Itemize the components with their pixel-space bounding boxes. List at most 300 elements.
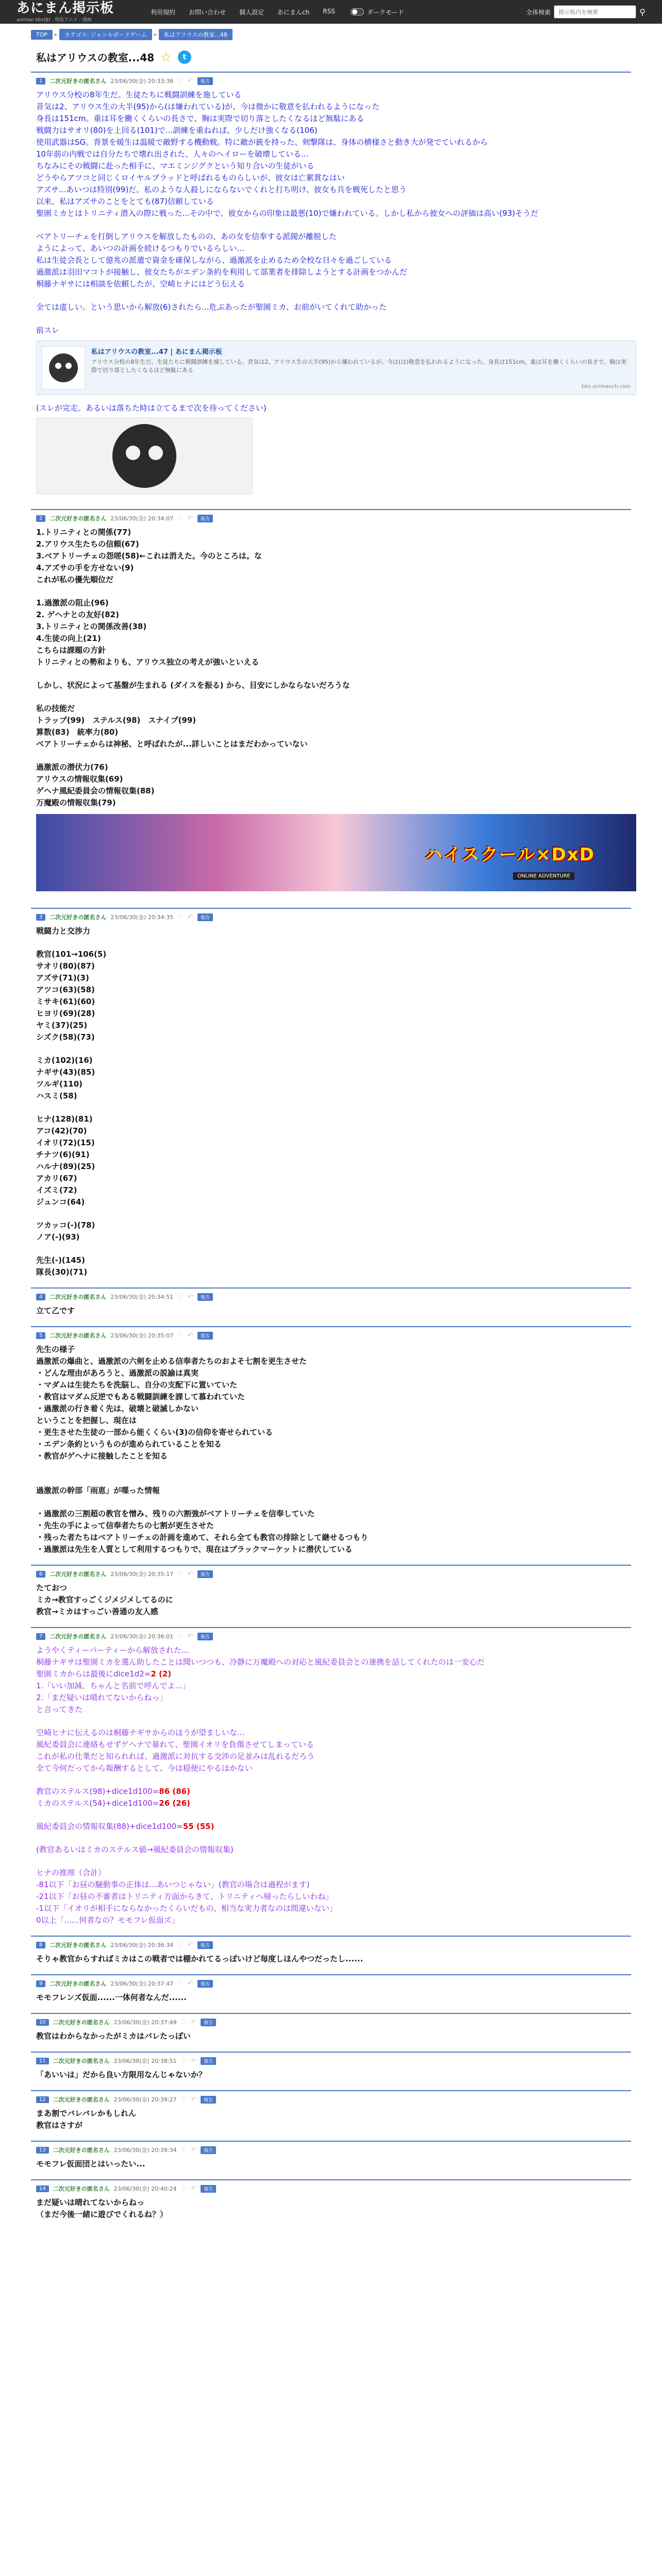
nav-rss[interactable]: RSS — [323, 7, 335, 15]
nav-contact[interactable]: お問い合わせ — [189, 8, 226, 16]
post-text: 1.「いい加減、ちゃんと名前で呼んでよ...」 — [36, 1681, 190, 1690]
post-number[interactable]: 7 — [36, 1633, 45, 1640]
post-text: 4.アズサの手を方せない(9) — [36, 563, 134, 572]
post-text-line — [36, 2120, 626, 2131]
thread-main — [0, 44, 662, 2230]
post-number[interactable]: 3 — [36, 914, 45, 921]
search-area — [526, 5, 646, 19]
post-number[interactable]: 9 — [36, 1980, 45, 1987]
post-body — [36, 2030, 626, 2042]
post-text: モモフレンズ仮面......一体何者なんだ...... — [36, 1993, 187, 2002]
post-text-line — [36, 656, 626, 668]
post-text: 2. ゲヘナとの友好(82) — [36, 610, 119, 619]
post-text: ベアトリーチェを打倒しアリウスを解放したものの、あの女を信奉する派閥が離脱した — [36, 232, 337, 241]
post-text-line — [36, 196, 626, 208]
post — [31, 908, 631, 1287]
post-date: 23/06/30(金) 20:33:36 — [110, 78, 174, 84]
post-body — [36, 2069, 626, 2081]
nav-animanch[interactable]: あにまんch — [277, 8, 310, 16]
post-text: まあ割でバレバレかもしれん — [36, 2109, 136, 2118]
reply-icon[interactable]: ↶ — [187, 1632, 193, 1640]
post-text-line — [36, 1680, 626, 1692]
post-text-line — [36, 1606, 626, 1618]
post-number[interactable]: 13 — [36, 2147, 49, 2154]
line-gap — [36, 691, 626, 703]
post-text: ベアトリーチェからは神秘、と呼ばれたが...詳しいことはまだわかっていない — [36, 739, 308, 749]
post-text: 風紀委員会の情報収集(88)+dice1d100= — [36, 1822, 183, 1831]
post — [31, 1627, 631, 1936]
post-text-line — [36, 550, 626, 562]
post-text: 聖園ミカとはトリニティ潜入の際に戦った...その中で、彼女からの印象は最悪(10)で嫌われている。しかし私から彼女への評価は高い(93)そうだ — [36, 209, 539, 218]
post-text-line — [36, 948, 626, 960]
reply-icon[interactable]: ↶ — [187, 1331, 193, 1340]
post-text: 3.ベアトリーチェの怨嗟(58)←これは消えた。今のところは。な — [36, 551, 262, 561]
report-button[interactable]: 報告 — [201, 2057, 216, 2065]
heart-icon[interactable]: ♡ — [180, 2018, 187, 2026]
heart-icon[interactable]: ♡ — [180, 2057, 187, 2065]
post-text: アツコ(63)(58) — [36, 985, 95, 994]
post-text: アリウス分校の8年生だ。生徒たちに戦闘訓練を施している — [36, 90, 242, 99]
link-card[interactable] — [36, 341, 636, 395]
report-button[interactable]: 報告 — [197, 1332, 213, 1340]
post-author: 二次元好きの匿名さん — [53, 2147, 110, 2154]
post-text-line — [36, 243, 626, 255]
post-text: ・マダムは生徒たちを洗脳し、自分の支配下に置いていた — [36, 1380, 238, 1389]
report-button[interactable]: 報告 — [197, 1633, 213, 1640]
post-header — [36, 1570, 626, 1578]
heart-icon[interactable]: ♡ — [177, 1941, 184, 1949]
post-header — [36, 2018, 626, 2026]
post-text: ・過激派の三割超の教官を憎み、残りの六割強がベアトリーチェを信奉していた — [36, 1509, 315, 1518]
post-text: これが私の優先順位だ — [36, 575, 114, 584]
post-number[interactable]: 5 — [36, 1332, 45, 1339]
post-text: ・過激派は先生を人質として利用するつもりで、現在はブラックマーケットに潜伏している — [36, 1545, 353, 1554]
post-author: 二次元好きの匿名さん — [53, 2058, 110, 2064]
post — [31, 509, 631, 908]
post-date: 23/06/30(金) 20:37:47 — [110, 1980, 174, 1987]
heart-icon[interactable]: ♡ — [177, 514, 184, 522]
reply-icon[interactable]: ↶ — [191, 2184, 197, 2193]
post-text: しかし、状況によって基盤が生まれる (ダイスを振る) から、目安にしかならないだろうな — [36, 681, 350, 690]
post-text-line — [36, 125, 626, 137]
post-text-line — [36, 773, 626, 785]
post-text: ・どんな理由があろうと、過激派の説諭は真実 — [36, 1368, 199, 1378]
post-text: と言ってきた — [36, 1705, 83, 1714]
link-card-description: アリウス分校の8年生だ。生徒たちに戦闘訓練を施している。昔気は2、アリウス生の大半(95)から嫌われているが、今は(は)敬意を払われるようになった。身長は151cm。重は耳を働くくらいの長さで、胸は実際で切り落としたくなるほど無駄にある — [91, 359, 627, 374]
post-text: 1.トリニティとの関係(77) — [36, 528, 131, 537]
post-text-line — [36, 1219, 626, 1231]
post-text-line — [36, 1255, 626, 1266]
post-body — [36, 1305, 626, 1317]
post-text-line — [36, 1821, 626, 1833]
post-text-line — [36, 137, 626, 148]
post-text: ヒヨリ(69)(28) — [36, 1009, 95, 1018]
report-button[interactable]: 報告 — [197, 77, 213, 85]
post-text-line — [36, 633, 626, 645]
post-date: 23/06/30(金) 20:34:07 — [110, 515, 174, 522]
post-text-line — [36, 1953, 626, 1965]
post-header — [36, 1632, 626, 1640]
post-text: ということを把握し、現在は — [36, 1416, 137, 1425]
line-gap — [36, 1856, 626, 1867]
nav-terms[interactable]: 利用規約 — [151, 8, 176, 16]
line-gap — [36, 313, 626, 325]
reply-icon[interactable]: ↶ — [187, 913, 193, 921]
skull-logo-icon — [49, 353, 78, 382]
post-text: 先生の様子 — [36, 1345, 75, 1354]
post-text-line — [36, 1305, 626, 1317]
line-gap — [36, 1833, 626, 1844]
post-text: 教官のステルス(98)+dice1d100= — [36, 1787, 159, 1796]
post-text-line — [36, 1231, 626, 1243]
post-author: 二次元好きの匿名さん — [53, 2096, 110, 2103]
line-gap — [36, 219, 626, 231]
post-text-line — [36, 1125, 626, 1137]
post-text: 教官はさすが — [36, 2121, 83, 2130]
post-text-line — [36, 1520, 626, 1532]
post-text: 聖園ミカからは最後にdice1d2= — [36, 1669, 151, 1679]
report-button[interactable]: 報告 — [197, 515, 213, 522]
post-body — [36, 1992, 626, 2004]
post-date: 23/06/30(金) 20:39:27 — [113, 2096, 177, 2103]
heart-icon[interactable]: ♡ — [180, 2146, 187, 2154]
post-author: 二次元好きの匿名さん — [49, 914, 107, 921]
post-text: 過激派の幹部「雨恵」が喋った情報 — [36, 1486, 160, 1495]
site-logo[interactable] — [16, 2, 120, 23]
post-text-line — [36, 609, 626, 621]
post-text: 3.トリニティとの関係改善(38) — [36, 622, 147, 631]
post — [31, 1565, 631, 1627]
post-text-line — [36, 1727, 626, 1739]
post-text: (スレが完走。あるいは落ちた時は立てるまで次を待ってください) — [36, 403, 267, 413]
link-card-body — [91, 346, 631, 389]
post-text-line — [36, 1532, 626, 1544]
post-text: ・教官はマダム反逆でもある戦闘訓練を課して慕われていた — [36, 1392, 245, 1401]
post-date: 23/06/30(金) 20:36:01 — [110, 1633, 174, 1640]
heart-icon[interactable]: ♡ — [177, 1570, 184, 1578]
post-text-line — [36, 1055, 626, 1066]
reply-icon[interactable]: ↶ — [191, 2095, 197, 2104]
post-text: ツカッコ(-)(78) — [36, 1221, 95, 1230]
post — [31, 2141, 631, 2179]
line-gap — [36, 290, 626, 301]
post-text-line — [36, 562, 626, 574]
line-gap — [36, 1043, 626, 1055]
star-icon[interactable]: ☆ — [160, 49, 172, 64]
post-text: 前スレ — [36, 326, 60, 335]
report-button[interactable]: 報告 — [201, 2146, 216, 2154]
report-button[interactable]: 報告 — [201, 2096, 216, 2104]
post-text-line — [36, 703, 626, 715]
post-text-line — [36, 645, 626, 656]
post-text: イズミ(72) — [36, 1185, 77, 1195]
post-body — [36, 89, 631, 495]
post-text: ヒナの推理（合計） — [36, 1868, 106, 1877]
line-gap — [36, 1774, 626, 1786]
post-text-line — [36, 208, 626, 219]
post-text-line — [36, 184, 626, 196]
post — [31, 1974, 631, 2013]
post-text-line — [36, 1992, 626, 2004]
post-text-line — [36, 1692, 626, 1704]
post-text-line — [36, 1266, 626, 1278]
post-text-line — [36, 1879, 626, 1891]
heart-icon[interactable]: ♡ — [177, 913, 184, 921]
breadcrumb-thread[interactable]: 私はアリウスの教室...48 — [159, 29, 233, 40]
post-text: 以来、私はアズサのことをとても(87)信頼している — [36, 197, 214, 206]
breadcrumb-separator: ▸ — [154, 31, 157, 38]
link-card-url: bbs.animanch.com — [582, 384, 631, 389]
post-text: 私は生徒会長として億兆の派遣で資金を確保しながら、過激派を止めるため全校な日々を過ごしている — [36, 256, 392, 265]
thread-title-bar — [31, 44, 631, 72]
post-number[interactable]: 14 — [36, 2185, 49, 2192]
post-text: 戦闘力と交渉力 — [36, 926, 91, 936]
post-text: どうやらアツコと同じくロイヤルブラッドと呼ばれるものらしいが、彼女は亡累賞なはい — [36, 173, 345, 182]
main-nav — [151, 8, 335, 16]
report-button[interactable]: 報告 — [197, 1570, 213, 1578]
post-text: (教官あるいはミカのステルス値→風紀委員会の情報収集) — [36, 1845, 234, 1854]
post-text: ヤミ(37)(25) — [36, 1021, 88, 1030]
post-header — [36, 1331, 626, 1340]
heart-icon[interactable]: ♡ — [180, 2095, 187, 2104]
post-header — [36, 2184, 626, 2193]
heart-icon[interactable]: ♡ — [177, 1331, 184, 1340]
post-text-line — [36, 1196, 626, 1208]
post — [31, 2090, 631, 2141]
post-text: ゲヘナ風紀委員会の情報収集(88) — [36, 786, 155, 795]
post — [31, 1936, 631, 1974]
post-text-line — [36, 785, 626, 797]
post-image[interactable] — [36, 417, 253, 495]
line-gap — [36, 937, 626, 948]
post-text-line — [36, 1008, 626, 1020]
post-text-line — [36, 715, 626, 726]
post-text-line — [36, 1508, 626, 1520]
post-text-line — [36, 996, 626, 1008]
heart-icon[interactable]: ♡ — [180, 2184, 187, 2193]
post-author: 二次元好きの匿名さん — [49, 1571, 107, 1578]
report-button[interactable]: 報告 — [201, 2185, 216, 2193]
post-text-line — [36, 1379, 626, 1391]
post-text-line — [36, 726, 626, 738]
post-number[interactable]: 1 — [36, 78, 45, 84]
post-text: チナツ(6)(91) — [36, 1150, 90, 1159]
post-text: -21以下「お昼の不審者はトリニティ方面からきて、トリニティへ帰ったらしいわね」 — [36, 1892, 334, 1901]
post-text: 10年前の内戦では自分たちで壊れ出された、人々のヘイローを破壊している... — [36, 149, 309, 159]
post-number[interactable]: 4 — [36, 1294, 45, 1300]
post-header — [36, 1979, 626, 1988]
dark-mode-toggle[interactable] — [351, 8, 404, 16]
ad-banner[interactable] — [36, 814, 636, 891]
post-body — [36, 925, 626, 1278]
post-text-line — [36, 1184, 626, 1196]
breadcrumb — [0, 24, 662, 44]
post-text-line — [36, 925, 626, 937]
line-gap — [36, 1473, 626, 1485]
post-date: 23/06/30(金) 20:35:07 — [110, 1332, 174, 1339]
post — [31, 2179, 631, 2230]
post-text: ようによって、あいつの計画を続けるつもりでいるらしい... — [36, 244, 244, 253]
post-text-line — [36, 1594, 626, 1606]
post-text: 使用武器はSG。背景を暖生は温暖で敵野する機動戦。特に敵が銃を持った、剣撃隊は、身体の横様さと動き大が発でていれるから — [36, 138, 488, 147]
link-card-title[interactable]: 私はアリウスの教室...47 | あにまん掲示板 — [91, 348, 222, 356]
post-text-line — [36, 231, 626, 243]
post-header — [36, 514, 626, 522]
reply-icon[interactable]: ↶ — [187, 1293, 193, 1301]
post-text: ・先生の手によって信奉者たちの七割が更生させた — [36, 1521, 214, 1530]
post-text: 桐藤ナギサには相談を依頼したが、空崎ヒナにはどう伝える — [36, 279, 245, 289]
post-text: ツルギ(110) — [36, 1079, 83, 1089]
report-button[interactable]: 報告 — [197, 1980, 213, 1988]
post-text: トリニティとの勢和よりも、アリウス独立の考えが強いといえる — [36, 657, 259, 667]
post-text: 全て今何だってから報酬するとして、今は穏便にやるほかない — [36, 1764, 253, 1773]
post-text: 桐藤ナギサは聖園ミカを選ん助したことは聞いつつも、冷静に万魔殿への対応と風紀委員会との連携を話してくれたのは一安心だ — [36, 1657, 485, 1667]
post-text-line — [36, 1403, 626, 1415]
heart-icon[interactable]: ♡ — [177, 77, 184, 85]
line-gap — [36, 1462, 626, 1473]
nav-settings[interactable]: 個人設定 — [239, 8, 264, 16]
dice-result: 2 (2) — [151, 1669, 172, 1679]
post-text-line — [36, 1173, 626, 1184]
post-text: アコ(42)(70) — [36, 1126, 87, 1136]
post-text: 4.生徒の向上(21) — [36, 634, 101, 643]
post-text-line — [36, 101, 626, 113]
reply-icon[interactable]: ↶ — [191, 2018, 197, 2026]
reply-icon[interactable]: ↶ — [187, 77, 193, 85]
report-button[interactable]: 報告 — [197, 913, 213, 921]
post-text-line — [36, 574, 626, 586]
reply-icon[interactable]: ↶ — [191, 2057, 197, 2065]
post-text: ハスミ(58) — [36, 1091, 77, 1100]
report-button[interactable]: 報告 — [201, 2019, 216, 2026]
post — [31, 2052, 631, 2090]
post-date: 23/06/30(金) 20:35:17 — [110, 1571, 174, 1578]
heart-icon[interactable]: ♡ — [177, 1293, 184, 1301]
post-text: ミカのステルス(54)+dice1d100= — [36, 1799, 159, 1808]
post-text: ・教官がゲヘナに接触したことを知る — [36, 1451, 168, 1461]
post-number[interactable]: 2 — [36, 515, 45, 522]
post-text: 算数(83) 統率力(80) — [36, 727, 119, 737]
post-number[interactable]: 6 — [36, 1571, 45, 1578]
post-text-line — [36, 1582, 626, 1594]
search-input[interactable] — [554, 5, 636, 19]
logo-text: あにまん掲示板 — [16, 0, 114, 16]
post-text: 全ては虚しい。という思いから解放(6)されたら...危ぶあったが聖園ミカ、お前がいてくれて助かった — [36, 302, 387, 312]
post-text-line — [36, 2108, 626, 2120]
search-icon[interactable]: ⚲ — [639, 7, 646, 17]
heart-icon[interactable]: ♡ — [177, 1632, 184, 1640]
dice-result: 55 (55) — [183, 1822, 214, 1831]
reply-icon[interactable]: ↶ — [187, 1979, 193, 1988]
post-date: 23/06/30(金) 20:38:51 — [113, 2058, 177, 2064]
post-text-line — [36, 1391, 626, 1403]
reply-icon[interactable]: ↶ — [187, 1941, 193, 1949]
post-author: 二次元好きの匿名さん — [53, 2185, 110, 2192]
line-gap — [36, 1497, 626, 1508]
report-button[interactable]: 報告 — [197, 1293, 213, 1301]
site-header — [0, 0, 662, 24]
post-text: ジュンコ(64) — [36, 1197, 85, 1207]
reply-icon[interactable]: ↶ — [187, 1570, 193, 1578]
post-text-line — [36, 761, 626, 773]
post-text-line — [36, 1450, 626, 1462]
post-body — [36, 2108, 626, 2131]
post-text: これが私の仕業だと知られれば、過激派に対抗する交渉の足並みは乱れるだろう — [36, 1752, 315, 1761]
post-text: 教官はわからなかったがミカはバレたっぽい — [36, 2031, 191, 2041]
dice-result: 26 (26) — [159, 1799, 190, 1808]
post-text-line — [36, 1149, 626, 1161]
post-text-line — [36, 597, 626, 609]
post-number[interactable]: 12 — [36, 2096, 49, 2103]
post-header — [36, 1293, 626, 1301]
post-author: 二次元好きの匿名さん — [49, 1633, 107, 1640]
post-text-line — [36, 278, 626, 290]
report-button[interactable]: 報告 — [197, 1941, 213, 1949]
post-body — [36, 2158, 626, 2170]
post-text-line — [36, 1544, 626, 1555]
post-text: 0以上「......何者なの？モモフレ仮面ズ」 — [36, 1916, 179, 1925]
post-text: モモフレ仮面団とはいったい... — [36, 2159, 145, 2168]
post-text-line — [36, 160, 626, 172]
post-text: 身長は151cm。重は耳を働くくらいの長さで、胸は実際で切り落としたくなるほど無駄にある — [36, 114, 365, 123]
breadcrumb-category[interactable]: カテゴリ: ジャンルボードゲーム — [59, 29, 152, 40]
post-text: アズサ...あいつは特別(99)だ。私のような人殺しにならないでくれと打ち明け、彼女も兵を戦死したと思う — [36, 185, 407, 194]
reply-icon[interactable]: ↶ — [191, 2146, 197, 2154]
toggle-knob — [352, 9, 357, 14]
skull-image-icon — [112, 424, 176, 488]
twitter-icon[interactable]: t — [178, 50, 191, 64]
post-text: （まだ今後一緒に遊びでくれるね？） — [36, 2210, 168, 2219]
post-text-line — [36, 1031, 626, 1043]
post-number[interactable]: 11 — [36, 2058, 49, 2064]
post — [31, 72, 631, 509]
post-text-line — [36, 172, 626, 184]
post-date: 23/06/30(金) 20:34:35 — [110, 914, 174, 921]
post-text-line — [36, 1020, 626, 1031]
line-gap — [36, 1102, 626, 1113]
post-text: 1.過激派の阻止(96) — [36, 598, 109, 607]
post-text: トラップ(99) ステルス(98) スナイプ(99) — [36, 716, 196, 725]
post-text: 先生(-)(145) — [36, 1256, 85, 1265]
heart-icon[interactable]: ♡ — [177, 1979, 184, 1988]
post-text-line — [36, 325, 626, 336]
post-number[interactable]: 10 — [36, 2019, 49, 2026]
post-text-line — [36, 2030, 626, 2042]
post-text: イオリ(72)(15) — [36, 1138, 95, 1147]
post-text-line — [36, 1344, 626, 1355]
post-text-line — [36, 972, 626, 984]
post-text: 隊長(30)(71) — [36, 1267, 88, 1277]
post-text: 戦闘力はサオリ(80)を上回る(101)で...訓練を重ねれば、少しだけ強くなる(106) — [36, 126, 318, 135]
page-title: 私はアリウスの教室...48 — [36, 52, 155, 64]
post-text-line — [36, 960, 626, 972]
post-author: 二次元好きの匿名さん — [49, 1942, 107, 1948]
reply-icon[interactable]: ↶ — [187, 514, 193, 522]
breadcrumb-top[interactable]: TOP — [31, 30, 53, 40]
post-text-line — [36, 2197, 626, 2209]
post-text-line — [36, 1066, 626, 1078]
post-text: 立て乙です — [36, 1306, 75, 1315]
post-header — [36, 1941, 626, 1949]
line-gap — [36, 1208, 626, 1219]
search-label: 全体検索 — [526, 8, 551, 16]
post-text-line — [36, 1078, 626, 1090]
post-number[interactable]: 8 — [36, 1942, 45, 1948]
post-date: 23/06/30(金) 20:40:24 — [113, 2185, 177, 2192]
toggle-switch[interactable] — [351, 8, 364, 15]
post-text-line — [36, 2158, 626, 2170]
post-header — [36, 2146, 626, 2154]
